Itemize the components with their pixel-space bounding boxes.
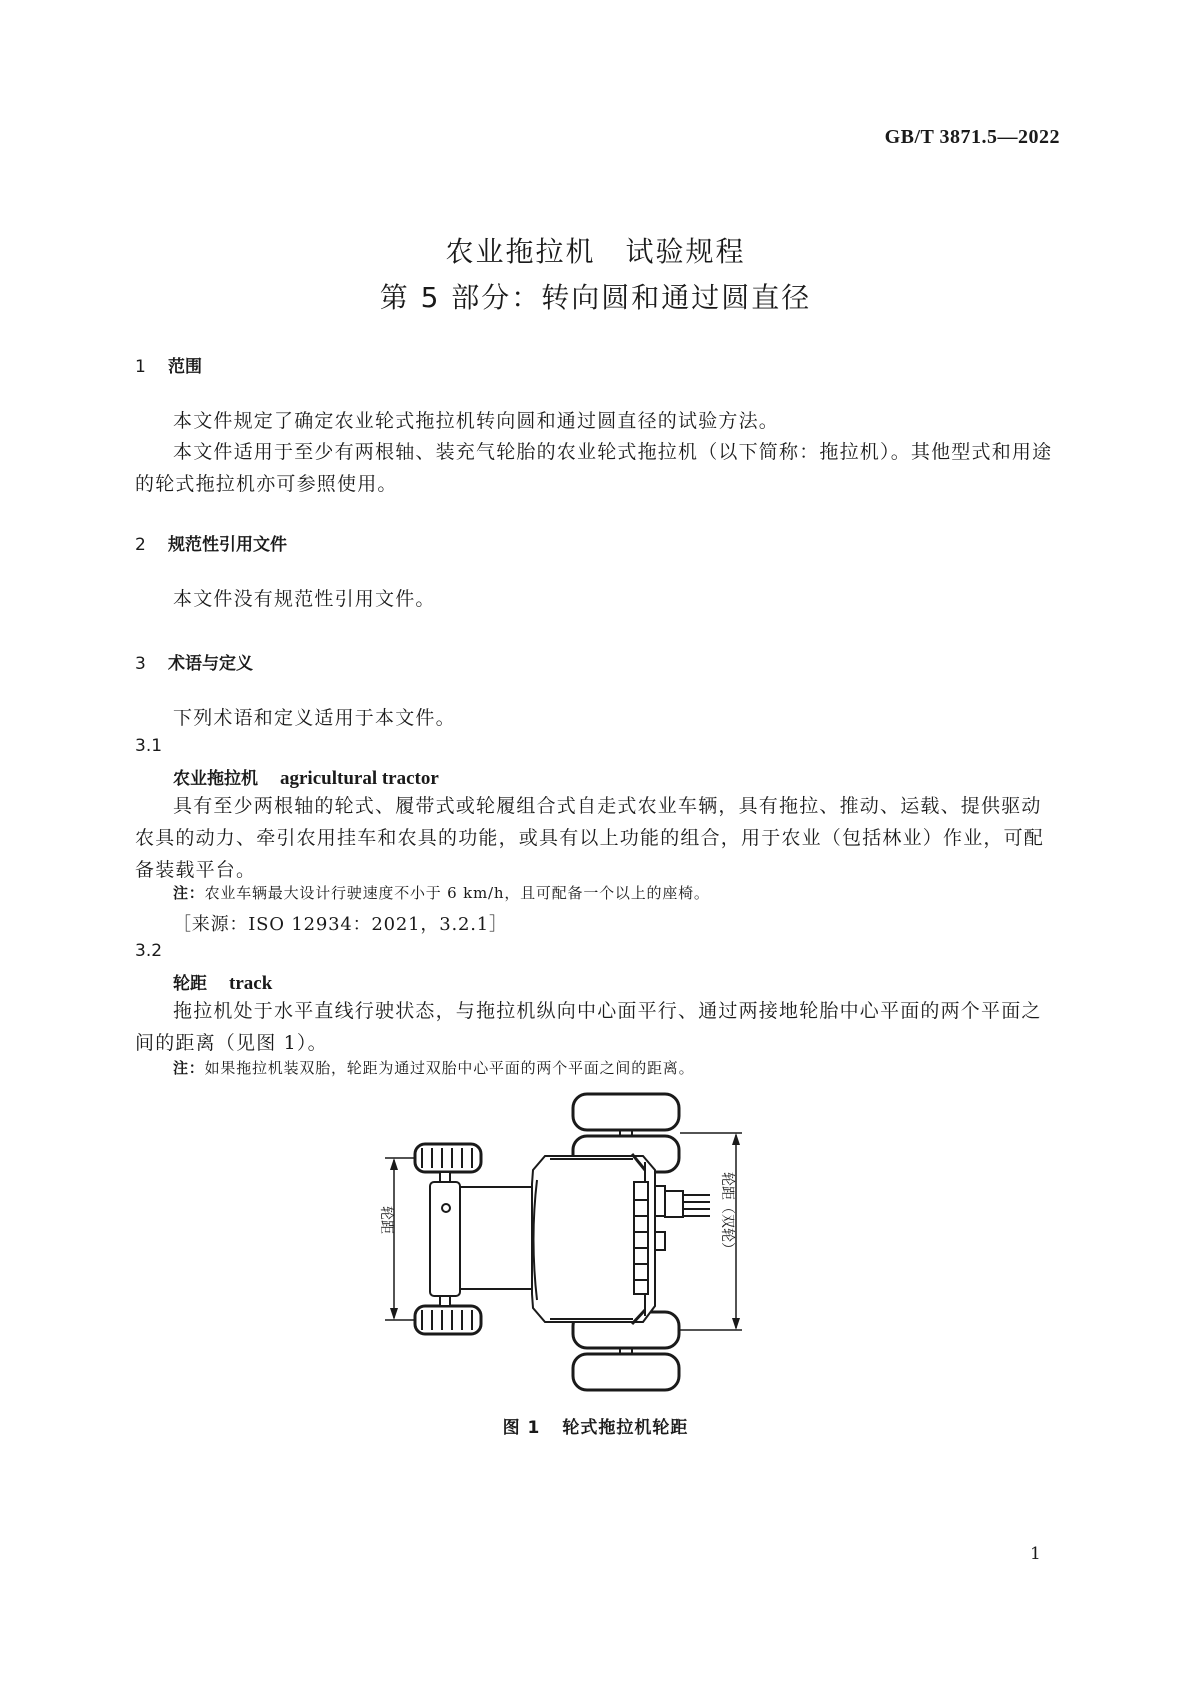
term-en: track [229,973,273,994]
term-heading [173,969,272,995]
note-text: 如果拖拉机装双胎，轮距为通过双胎中心平面的两个平面之间的距离。 [204,1059,695,1077]
note-label: 注： [173,884,205,902]
section-heading-normative-references [135,530,287,555]
section-heading-scope [135,352,202,377]
term-heading [173,764,439,790]
standard-number: GB/T 3871.5—2022 [884,126,1060,148]
note-label: 注： [173,1059,205,1077]
term-note [173,882,710,903]
term-zh: 农业拖拉机 [173,769,258,789]
dual-track-label: 轮距（双轮） [719,1172,735,1256]
page-number: 1 [1030,1544,1041,1564]
section-title: 术语与定义 [168,654,253,674]
document-subtitle: 第 5 部分：转向圆和通过圆直径 [379,281,812,314]
document-title: 农业拖拉机 试验规程 [445,235,746,268]
section-number: 1 [135,357,146,377]
track-dimension-front [385,1158,415,1320]
term-zh: 轮距 [173,974,207,994]
scope-paragraph-1: 本文件规定了确定农业轮式拖拉机转向圆和通过圆直径的试验方法。 [173,410,780,432]
term-definition: 具有至少两根轴的轮式、履带式或轮履组合式自走式农业车辆，具有拖拉、推动、运载、提供驱动农具的动力、牵引农用挂车和农具的功能，或具有以上功能的组合，用于农业（包括林业）作业，可配备装载平台。 [135,795,1045,881]
section-title: 范围 [168,357,202,377]
term-source: ［来源：ISO 12934：2021，3.2.1］ [173,914,508,935]
term-number: 3.2 [135,941,163,961]
section-number: 2 [135,535,146,555]
scope-paragraph-2: 本文件适用于至少有两根轴、装充气轮胎的农业轮式拖拉机（以下简称：拖拉机）。其他型式和用途的轮式拖拉机亦可参照使用。 [135,441,1053,495]
normative-references-paragraph: 本文件没有规范性引用文件。 [173,588,436,610]
track-label: 轮距 [378,1206,394,1234]
term-definition: 拖拉机处于水平直线行驶状态，与拖拉机纵向中心面平行、通过两接地轮胎中心平面的两个平面之间的距离（见图 1）。 [135,1000,1042,1054]
section-heading-terms [135,649,253,674]
note-text: 农业车辆最大设计行驶速度不小于 6 km/h，且可配备一个以上的座椅。 [204,884,710,902]
terms-intro-paragraph: 下列术语和定义适用于本文件。 [173,707,456,729]
section-number: 3 [135,654,146,674]
figure-caption-text: 轮式拖拉机轮距 [562,1418,689,1438]
term-en: agricultural tractor [280,768,439,789]
tractor-body [430,1154,710,1324]
term-number: 3.1 [135,736,163,756]
figure-caption [0,1413,1191,1438]
section-title: 规范性引用文件 [168,535,287,555]
tractor-track-figure [380,1090,810,1395]
term-note [173,1057,694,1078]
figure-number: 图 1 [502,1418,541,1438]
